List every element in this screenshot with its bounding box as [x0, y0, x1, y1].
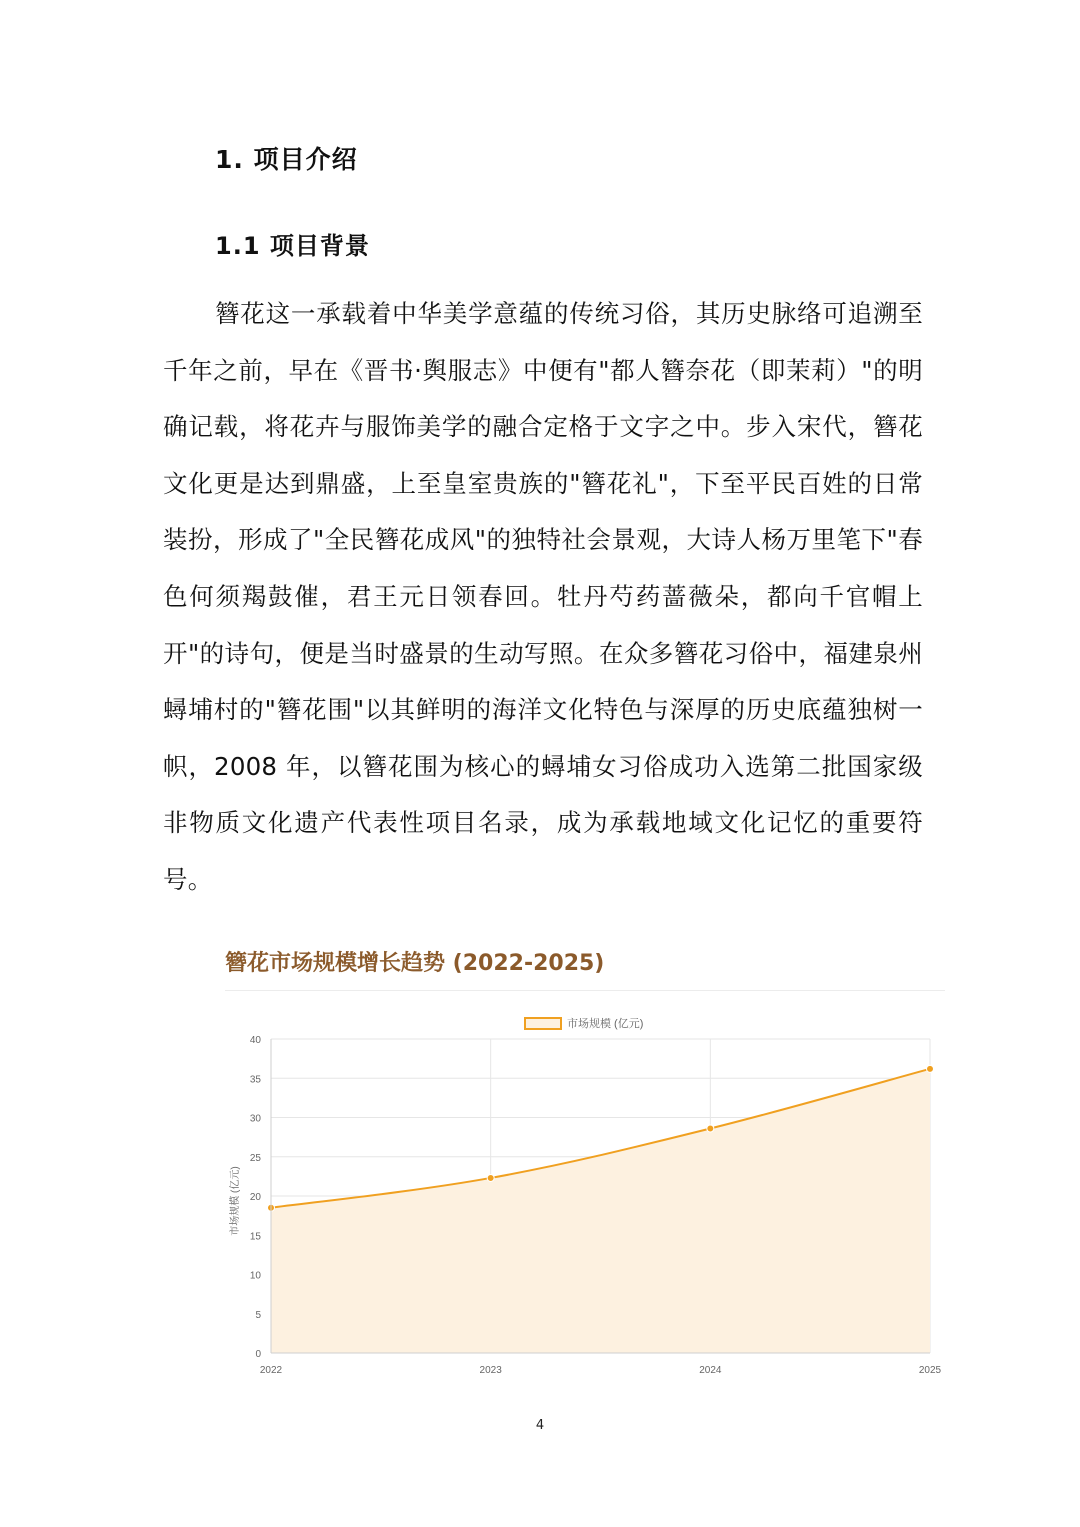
section-heading: 1. 项目介绍 [215, 145, 358, 174]
chart-legend [525, 1016, 643, 1030]
chart-title-divider [225, 990, 945, 991]
y-tick-label: 35 [249, 1074, 261, 1086]
x-tick-label: 2022 [259, 1365, 283, 1376]
y-tick-label: 15 [249, 1231, 261, 1243]
y-tick-label: 10 [249, 1270, 261, 1282]
data-point [487, 1174, 494, 1181]
y-tick-label: 40 [249, 1035, 261, 1046]
x-tick-label: 2024 [699, 1365, 722, 1376]
x-tick-label: 2023 [479, 1365, 502, 1376]
data-point [707, 1125, 714, 1132]
legend-label: 市场规模 (亿元) [567, 1018, 644, 1030]
y-tick-label: 0 [255, 1349, 261, 1360]
y-tick-label: 25 [249, 1152, 261, 1164]
market-size-chart [220, 1005, 950, 1385]
series-area-fill [271, 1069, 930, 1353]
data-point [927, 1065, 934, 1072]
y-axis-label: 市场规模 (亿元) [230, 1166, 241, 1236]
chart-title: 簪花市场规模增长趋势 (2022-2025) [225, 951, 605, 976]
page-number: 4 [535, 1418, 545, 1433]
x-tick-label: 2025 [918, 1365, 942, 1376]
chart-area-layer [268, 1065, 934, 1353]
y-tick-label: 20 [249, 1192, 261, 1203]
y-tick-label: 5 [255, 1309, 261, 1321]
background-paragraph: 簪花这一承载着中华美学意蕴的传统习俗，其历史脉络可追溯至千年之前，早在《晋书·舆服志》中便有"都人簪奈花（即茉莉）"的明确记载，将花卉与服饰美学的融合定格于文字之中。步入宋代，簪花文化更是达到鼎盛，上至皇室贵族的"簪花礼"，下至平民百姓的日常装扮，形成了"全民簪花成风"的独特社会景观，大诗人杨万里笔下"春色何须羯鼓催，君王元日领春回。牡丹芍药蔷薇朵，都向千官帽上开"的诗句，便是当时盛景的生动写照。在众多簪花习俗中，福建泉州蟳埔村的"簪花围"以其鲜明的海洋文化特色与深厚的历史底蕴独树一帜，2008 年，以簪花围为核心的蟳埔女习俗成功入选第二批国家级非物质文化遗产代表性项目名录，成为承载地域文化记忆的重要符号。 [163, 299, 923, 894]
y-tick-label: 30 [249, 1113, 261, 1125]
subsection-heading: 1.1 项目背景 [215, 232, 370, 260]
legend-swatch [525, 1018, 561, 1029]
